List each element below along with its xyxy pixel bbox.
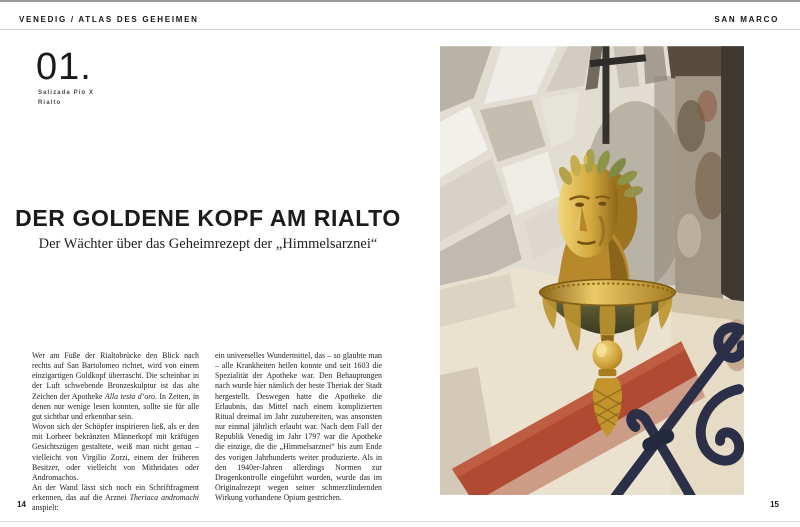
paragraph-text: . In Zeiten, in denen nur wenige lesen konnten, sollte sie für alle gut sichtbar und erkennbar sein.: [32, 391, 199, 421]
paragraph: [32, 351, 199, 422]
body-column-1: [32, 351, 199, 514]
article-title: DER GOLDENE KOPF AM RIALTO: [15, 205, 401, 231]
paragraph-text: Wer am Fuße der Rialtobrücke den Blick nach rechts auf San Bartolomeo richtet, wird von einem einzigartigen Goldkopf überrascht. Die scheinbar in der Luft schwebende Bronzeskulptur ist das alte Zeichen der Apotheke: [32, 351, 199, 401]
chapter-street: Salizada Pio X: [38, 90, 95, 96]
article-subtitle: Der Wächter über das Geheimrezept der „Himmelsarznei“: [38, 236, 378, 252]
chapter-location: [38, 89, 94, 108]
page-top-edge: [0, 0, 800, 2]
running-head-left: VENEDIG / ATLAS DES GEHEIMEN: [19, 15, 199, 24]
paragraph-text: anspielt:: [32, 503, 59, 513]
paragraph-text: An der Wand lässt sich noch ein Schriftfragment erkennen, das auf die Arznei: [32, 483, 199, 503]
page-bottom-edge: [0, 521, 800, 522]
paragraph: [32, 483, 199, 513]
running-head-right: SAN MARCO: [714, 15, 779, 24]
chapter-number: 01.: [36, 46, 92, 88]
header-rule: [0, 29, 800, 30]
rialto-golden-head-photo: [440, 46, 744, 495]
italic-term: Theriaca andromachi: [129, 493, 199, 503]
body-column-2: [215, 351, 382, 503]
page-number-left: 14: [17, 500, 26, 509]
paragraph: ein universelles Wundermittel, das – so glaubte man – alle Krankheiten heilen konnte und seit 1603 die Spezialität der Apotheke war. Den Behauptungen nach wurde hier nämlich der beste Theriak der Stadt hergestellt. Deswegen hatte die Apotheke die Erlaubnis, das Mittel nach einem komplizierten Ritual dreimal im Jahr zuzubereiten, was ansonsten nur einmal jährlich erlaubt war. Nach dem Fall der Republik Venedig im Jahr 1797 war die Apotheke die einzige, die die „Himmelsarznei“ bis zum Ende des vorigen Jahrhunderts weiter produzierte. Als in den 1940er-Jahren allerdings Normen zur Drogenkontrolle eingeführt wurden, wurde das im Originalrezept wegen seiner schmerzlindernden Wirkung vorhandene Opium gestrichen.: [215, 351, 382, 503]
page-number-right: 15: [770, 500, 779, 509]
chapter-district: Rialto: [38, 99, 62, 106]
italic-term: Alla testa d’oro: [104, 391, 155, 401]
paragraph: Wovon sich der Schöpfer inspirieren ließ, als er den mit Lorbeer bekränzten Männerkopf mit kräftigen Gesichtszügen gestaltete, weiß man nicht genau – vielleicht von Virgilio Zorzi, einem der früheren Besitzer, oder vielleicht von Mithridates oder Andromachos.: [32, 422, 199, 482]
